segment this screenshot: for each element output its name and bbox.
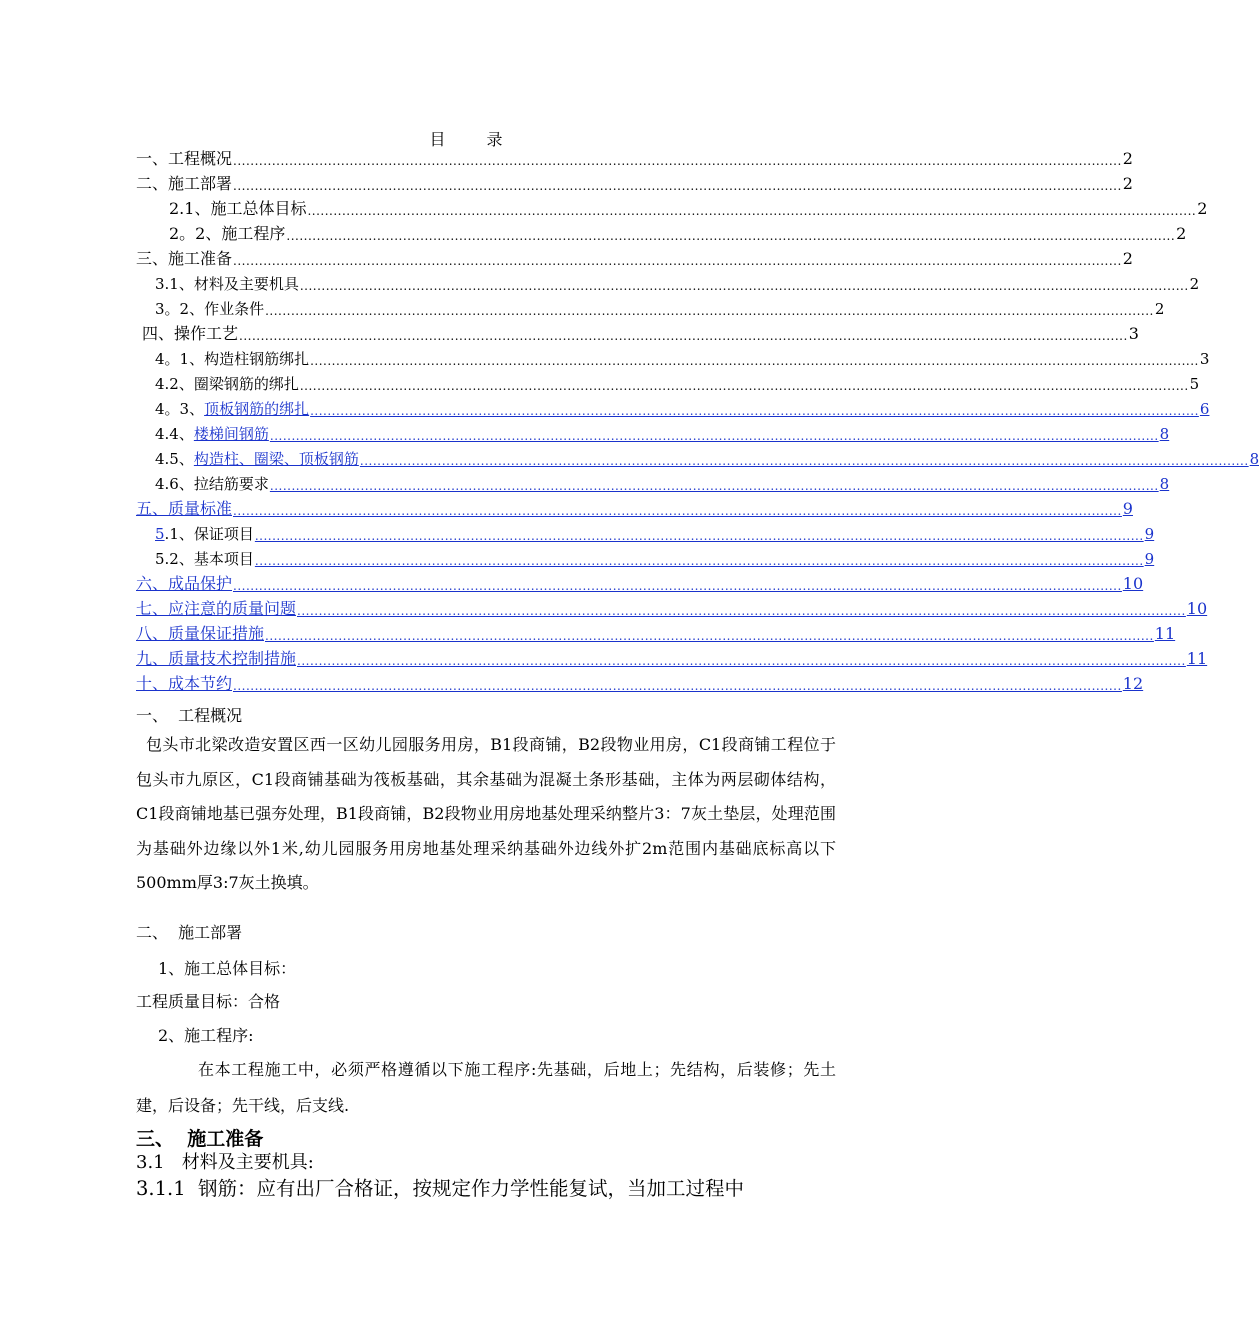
- toc-leader: ..............................................................................................................................................................................................................: [299, 379, 1189, 393]
- toc-item[interactable]: [136, 345, 1210, 369]
- toc-leader: ..............................................................................................................................................................................................................: [297, 654, 1186, 668]
- toc-leader: ..............................................................................................................................................................................................................: [233, 504, 1122, 518]
- toc-item[interactable]: [136, 220, 1187, 244]
- toc-leader: ..............................................................................................................................................................................................................: [310, 354, 1199, 368]
- subheading-overall-target: 1、施工总体目标：: [158, 959, 297, 978]
- toc-item-label: 拉结筋要求: [193, 475, 269, 493]
- toc-item-page: 6: [1199, 400, 1210, 418]
- overview-paragraph: 包头市北梁改造安置区西一区幼儿园服务用房，B1段商铺，B2段物业用房，C1段商铺工程位于包头市九原区，C1段商铺基础为筏板基础，其余基础为混凝土条形基础，主体为两层砌体结构，C1段商铺地基已强夯处理，B1段商铺，B2段物业用房地基处理采纳整片3：7灰土垫层，处理范围为基础外边缘以外1米,幼儿园服务用房地基处理采纳基础外边线外扩2m范围内基础底标高以下500mm厚3:7灰土换填。: [136, 735, 836, 892]
- toc-item-prefix: 4.4、: [155, 425, 194, 443]
- toc-item-page: 10: [1122, 574, 1144, 593]
- toc-item-link[interactable]: [136, 570, 1144, 594]
- steel-requirement-line: 3.1.1 钢筋：应有出厂合格证，按规定作力学性能复试，当加工过程中: [136, 1177, 745, 1200]
- toc-item-label: 十、成本节约: [136, 674, 233, 693]
- toc-item-label: 2。2、施工程序: [169, 224, 286, 243]
- toc-item-page: 10: [1186, 599, 1208, 618]
- section-heading-preparation: 三、 施工准备: [136, 1128, 264, 1150]
- toc-item-label: 基本项目: [193, 550, 254, 568]
- toc-leader: ..............................................................................................................................................................................................................: [265, 629, 1154, 643]
- toc-item-label: .1、保证项目: [164, 525, 254, 543]
- toc-leader: ..............................................................................................................................................................................................................: [286, 229, 1176, 243]
- section-heading-deployment: 二、 施工部署: [136, 923, 243, 942]
- quality-target: 工程质量目标：合格: [136, 992, 281, 1011]
- toc-item-label: 4.2、圈梁钢筋的绑扎: [155, 375, 299, 393]
- toc-item[interactable]: [136, 170, 1133, 194]
- toc-item-label: 三、施工准备: [136, 249, 233, 268]
- toc-item[interactable]: [136, 270, 1200, 294]
- toc-leader: ..............................................................................................................................................................................................................: [233, 254, 1122, 268]
- toc-item-page: 5: [1189, 375, 1200, 393]
- toc-item-link[interactable]: [136, 420, 1170, 444]
- toc-item-label: 4。1、构造柱钢筋绑扎: [155, 350, 310, 368]
- toc-item-label: 五、质量标准: [136, 499, 233, 518]
- toc-leader: ..............................................................................................................................................................................................................: [265, 304, 1154, 318]
- toc-item-page: 9: [1144, 525, 1155, 543]
- toc-item-page: 3: [1199, 350, 1210, 368]
- toc-item[interactable]: [136, 245, 1133, 269]
- toc-item-page: 2: [1122, 149, 1133, 168]
- toc-leader: ..............................................................................................................................................................................................................: [254, 529, 1144, 543]
- toc-item-page: 11: [1186, 649, 1208, 668]
- toc-item-page: 2: [1154, 300, 1165, 318]
- toc-item[interactable]: [136, 370, 1200, 394]
- toc-item-label: 3.1、材料及主要机具: [155, 275, 299, 293]
- toc-leader: ..............................................................................................................................................................................................................: [359, 454, 1249, 468]
- toc-item[interactable]: [136, 295, 1165, 319]
- toc-item-label: 构造柱、圈梁、顶板钢筋: [193, 450, 359, 468]
- toc-item-link[interactable]: [136, 445, 1259, 469]
- toc-item-link[interactable]: [136, 620, 1176, 644]
- subheading-procedure: 2、施工程序:: [158, 1026, 254, 1045]
- toc-item-label: 3。2、作业条件: [155, 300, 265, 318]
- toc-leader: ..............................................................................................................................................................................................................: [297, 604, 1186, 618]
- toc-item-page: 8: [1159, 425, 1170, 443]
- toc-leader: ..............................................................................................................................................................................................................: [310, 404, 1199, 418]
- toc-leader: ..............................................................................................................................................................................................................: [254, 554, 1144, 568]
- toc-item-page: 2: [1122, 249, 1133, 268]
- toc-item-page: 9: [1144, 550, 1155, 568]
- toc-item-page: 8: [1249, 450, 1259, 468]
- subheading-materials: 3.1 材料及主要机具:: [136, 1152, 314, 1173]
- toc-item-label: 二、施工部署: [136, 174, 233, 193]
- toc-leader: ..............................................................................................................................................................................................................: [233, 579, 1122, 593]
- toc-item-page: 2: [1122, 174, 1133, 193]
- toc-item-link[interactable]: [136, 645, 1208, 669]
- toc-item-page: 2: [1189, 275, 1200, 293]
- toc-item-label: 楼梯间钢筋: [193, 425, 269, 443]
- toc-leader: ..............................................................................................................................................................................................................: [233, 179, 1122, 193]
- toc-title: 目 录: [429, 130, 521, 149]
- toc-item-prefix: 5: [155, 525, 165, 543]
- toc-item-page: 2: [1176, 224, 1187, 243]
- toc-item-prefix: 4。3、: [155, 400, 205, 418]
- toc-item-label: 四、操作工艺: [142, 324, 239, 343]
- toc-item-prefix: 5.2、: [155, 550, 194, 568]
- toc-item-label: 六、成品保护: [136, 574, 233, 593]
- toc-item-link[interactable]: [136, 670, 1144, 694]
- section-heading-overview: 一、 工程概况: [136, 706, 243, 725]
- toc-item-label: 八、质量保证措施: [136, 624, 265, 643]
- toc-item-link[interactable]: [136, 520, 1155, 544]
- toc-item-page: 9: [1122, 499, 1133, 518]
- toc-leader: ..............................................................................................................................................................................................................: [269, 479, 1159, 493]
- toc-item[interactable]: [136, 320, 1139, 344]
- toc-item-page: 3: [1128, 324, 1139, 343]
- toc-leader: ..............................................................................................................................................................................................................: [233, 154, 1122, 168]
- toc-item-label: 一、工程概况: [136, 149, 233, 168]
- toc-item-label: 七、应注意的质量问题: [136, 599, 297, 618]
- toc-item-link[interactable]: [136, 595, 1208, 619]
- toc-item-page: 2: [1197, 199, 1208, 218]
- toc-item-prefix: 4.5、: [155, 450, 194, 468]
- toc-item-page: 12: [1122, 674, 1144, 693]
- toc-item-page: 11: [1154, 624, 1176, 643]
- toc-leader: ..............................................................................................................................................................................................................: [269, 429, 1159, 443]
- toc-item-label: 2.1、施工总体目标: [169, 199, 307, 218]
- toc-leader: ..............................................................................................................................................................................................................: [233, 679, 1122, 693]
- toc-item-link[interactable]: [136, 545, 1155, 569]
- toc-item[interactable]: [136, 195, 1208, 219]
- toc-leader: ..............................................................................................................................................................................................................: [239, 329, 1128, 343]
- toc-item-prefix: 4.6、: [155, 475, 194, 493]
- toc-leader: ..............................................................................................................................................................................................................: [299, 279, 1189, 293]
- procedure-paragraph: 在本工程施工中，必须严格遵循以下施工程序:先基础，后地上；先结构，后装修；先土建，后设备；先干线，后支线.: [136, 1060, 836, 1115]
- toc-item-link[interactable]: [136, 470, 1170, 494]
- toc-item-label: 九、质量技术控制措施: [136, 649, 297, 668]
- toc-item-link[interactable]: [136, 395, 1210, 419]
- toc-item[interactable]: [136, 145, 1133, 169]
- toc-item-page: 8: [1159, 475, 1170, 493]
- toc-item-link[interactable]: [136, 495, 1133, 519]
- toc-leader: ..............................................................................................................................................................................................................: [307, 204, 1197, 218]
- toc-item-label: 顶板钢筋的绑扎: [204, 400, 310, 418]
